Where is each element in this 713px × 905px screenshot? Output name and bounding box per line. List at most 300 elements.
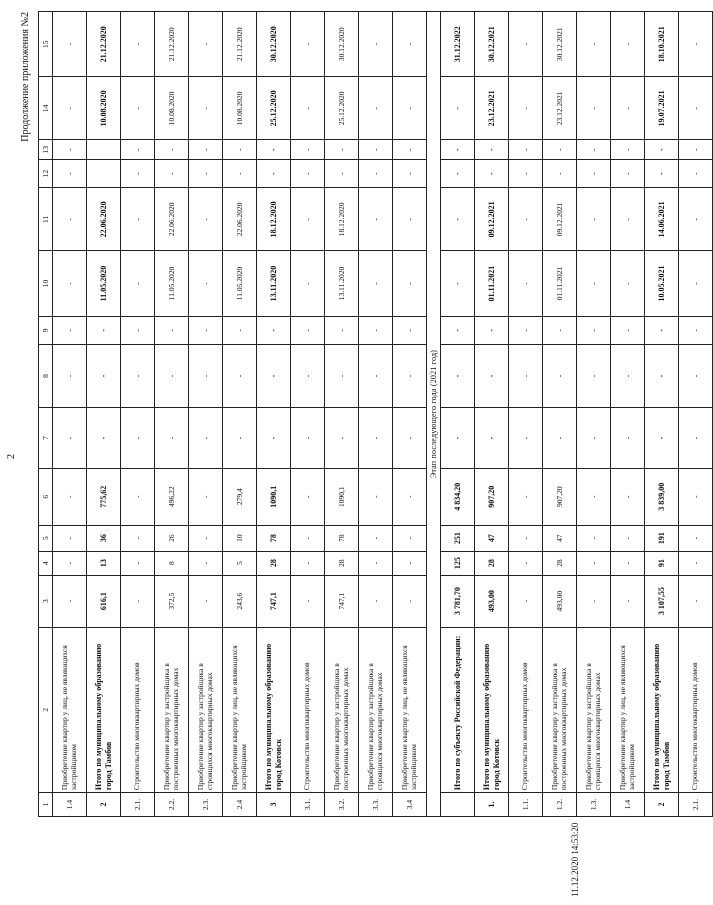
cell: 125: [441, 551, 475, 575]
cell: -: [257, 344, 291, 407]
cell: 13: [87, 551, 121, 575]
cell: 2.1.: [121, 793, 155, 817]
cell: -: [509, 551, 543, 575]
cell: 21.12.2020: [223, 12, 257, 77]
cell: -: [359, 575, 393, 627]
table-row: [509, 12, 543, 817]
cell: Приобретение квартир у лиц, не являющихся застройщиком: [53, 627, 87, 792]
cell: 616,1: [87, 575, 121, 627]
cell: -: [121, 251, 155, 316]
cell: 1.4: [53, 793, 87, 817]
cell: 2.4: [223, 793, 257, 817]
cell: -: [393, 575, 427, 627]
cell: -: [53, 12, 87, 77]
cell: -: [679, 551, 713, 575]
cell: -: [543, 408, 577, 469]
cell: -: [359, 525, 393, 551]
continuation-note: Продолжение приложения №2: [20, 12, 31, 142]
table-row: [189, 12, 223, 817]
cell: 5: [223, 551, 257, 575]
cell: -: [577, 251, 611, 316]
cell: 10.08.2020: [223, 77, 257, 140]
cell: 4: [39, 551, 53, 575]
cell: -: [393, 408, 427, 469]
cell: 26: [155, 525, 189, 551]
cell: -: [189, 316, 223, 344]
cell: 13.11.2020: [257, 251, 291, 316]
cell: -: [679, 12, 713, 77]
cell: -: [679, 77, 713, 140]
cell: -: [611, 316, 645, 344]
table-row: [155, 12, 189, 817]
cell: Строительство многоквартирных домов: [121, 627, 155, 792]
cell: 907,20: [475, 468, 509, 525]
cell: -: [679, 188, 713, 251]
cell: -: [611, 575, 645, 627]
cell: -: [393, 344, 427, 407]
cell: -: [577, 575, 611, 627]
cell: 9: [39, 316, 53, 344]
cell: 2: [645, 793, 679, 817]
cell: -: [291, 408, 325, 469]
cell: -: [189, 551, 223, 575]
cell: -: [359, 316, 393, 344]
cell: 10: [223, 525, 257, 551]
cell: 4 834,20: [441, 468, 475, 525]
cell: -: [189, 468, 223, 525]
cell: 11.05.2020: [223, 251, 257, 316]
cell: -: [291, 12, 325, 77]
cell: -: [645, 316, 679, 344]
cell: -: [611, 140, 645, 160]
cell: 13: [39, 140, 53, 160]
cell: -: [155, 316, 189, 344]
cell: 8: [155, 551, 189, 575]
cell: 36: [87, 525, 121, 551]
cell: -: [577, 12, 611, 77]
cell: -: [291, 140, 325, 160]
cell: -: [325, 344, 359, 407]
cell: -: [189, 251, 223, 316]
table-row: [291, 12, 325, 817]
cell: -: [441, 316, 475, 344]
cell: -: [121, 188, 155, 251]
cell: -: [223, 344, 257, 407]
cell: -: [679, 344, 713, 407]
cell: 10.08.2020: [87, 77, 121, 140]
cell: 30.12.2021: [543, 12, 577, 77]
cell: -: [155, 140, 189, 160]
cell: 1.: [475, 793, 509, 817]
cell: Строительство многоквартирных домов: [679, 627, 713, 792]
cell: Приобретение квартир у застройщика в строящихся многоквартирных домах: [189, 627, 223, 792]
cell: 10: [39, 251, 53, 316]
cell: -: [543, 160, 577, 188]
cell: -: [611, 525, 645, 551]
table-row: [87, 12, 121, 817]
cell: -: [257, 160, 291, 188]
cell: 09.12.2021: [543, 188, 577, 251]
cell: -: [291, 316, 325, 344]
cell: -: [189, 344, 223, 407]
cell: -: [121, 551, 155, 575]
cell: 1090,1: [325, 468, 359, 525]
cell: 2: [39, 627, 53, 792]
cell: -: [543, 344, 577, 407]
cell: -: [359, 160, 393, 188]
cell: -: [121, 77, 155, 140]
cell: 18.10.2021: [645, 12, 679, 77]
table-row: [121, 12, 155, 817]
cell: 12: [39, 160, 53, 188]
cell: [87, 140, 121, 160]
cell: -: [679, 575, 713, 627]
cell: -: [679, 140, 713, 160]
cell: -: [223, 160, 257, 188]
cell: 3.2.: [325, 793, 359, 817]
table-row: [543, 12, 577, 817]
table-row: [577, 12, 611, 817]
cell: -: [189, 188, 223, 251]
cell: 23.12.2021: [543, 77, 577, 140]
cell: 78: [325, 525, 359, 551]
cell: -: [257, 408, 291, 469]
cell: -: [679, 251, 713, 316]
cell: -: [611, 468, 645, 525]
cell: -: [359, 188, 393, 251]
cell: -: [53, 77, 87, 140]
cell: -: [679, 160, 713, 188]
cell: 11.05.2020: [155, 251, 189, 316]
cell: -: [611, 188, 645, 251]
cell: -: [359, 408, 393, 469]
cell: -: [53, 160, 87, 188]
cell: -: [53, 408, 87, 469]
cell: 22.06.2020: [155, 188, 189, 251]
cell: -: [291, 251, 325, 316]
cell: 496,22: [155, 468, 189, 525]
cell: -: [121, 12, 155, 77]
cell: 30.12.2020: [325, 12, 359, 77]
cell: Строительство многоквартирных домов: [509, 627, 543, 792]
cell: -: [475, 316, 509, 344]
cell: -: [257, 140, 291, 160]
cell: 14: [39, 77, 53, 140]
cell: Приобретение квартир у застройщика в построенных многоквартирных домах: [543, 627, 577, 792]
cell: 91: [645, 551, 679, 575]
cell: -: [577, 316, 611, 344]
cell: -: [257, 316, 291, 344]
table-row: [645, 12, 679, 817]
cell: -: [189, 575, 223, 627]
cell: -: [291, 525, 325, 551]
cell: 28: [257, 551, 291, 575]
cell: 78: [257, 525, 291, 551]
cell: -: [577, 160, 611, 188]
cell: 1.1.: [509, 793, 543, 817]
cell: -: [441, 188, 475, 251]
cell: 01.11.2021: [475, 251, 509, 316]
cell: -: [475, 344, 509, 407]
cell: -: [291, 188, 325, 251]
cell: -: [223, 316, 257, 344]
cell: 8: [39, 344, 53, 407]
cell: -: [543, 140, 577, 160]
cell: 22.06.2020: [87, 188, 121, 251]
cell: 3.4: [393, 793, 427, 817]
cell: 1.2.: [543, 793, 577, 817]
cell: 22.06.2020: [223, 188, 257, 251]
cell: -: [121, 316, 155, 344]
cell: 3 107,55: [645, 575, 679, 627]
cell: -: [53, 525, 87, 551]
cell: -: [577, 77, 611, 140]
cell: 6: [39, 468, 53, 525]
cell: Приобретение квартир у застройщика в строящихся многоквартирных домах: [577, 627, 611, 792]
cell: Приобретение квартир у застройщика в построенных многоквартирных домах: [155, 627, 189, 792]
cell: -: [577, 551, 611, 575]
cell: Итого по субъекту Российской Федерации:: [441, 627, 475, 792]
cell: -: [223, 140, 257, 160]
cell: -: [393, 188, 427, 251]
data-table: [38, 11, 713, 817]
table-row: [53, 12, 87, 817]
cell: -: [577, 344, 611, 407]
cell: -: [509, 408, 543, 469]
cell: -: [155, 344, 189, 407]
cell: -: [509, 188, 543, 251]
cell: 279,4: [223, 468, 257, 525]
cell: 2.2.: [155, 793, 189, 817]
cell: 28: [475, 551, 509, 575]
cell: -: [121, 140, 155, 160]
cell: -: [441, 251, 475, 316]
cell: 21.12.2020: [87, 12, 121, 77]
cell: -: [155, 160, 189, 188]
cell: -: [475, 160, 509, 188]
table-row: [679, 12, 713, 817]
table-row: [611, 12, 645, 817]
cell: -: [679, 408, 713, 469]
cell: -: [359, 551, 393, 575]
cell: -: [121, 344, 155, 407]
cell: -: [189, 140, 223, 160]
cell: Итого по муниципальному образованию город Котовск: [475, 627, 509, 792]
cell: -: [325, 160, 359, 188]
cell: 21.12.2020: [155, 12, 189, 77]
header-row: [39, 12, 53, 817]
cell: -: [475, 140, 509, 160]
cell: -: [645, 140, 679, 160]
cell: -: [121, 408, 155, 469]
cell: [87, 160, 121, 188]
cell: 747,1: [325, 575, 359, 627]
table-row: [441, 12, 475, 817]
cell: -: [441, 344, 475, 407]
table-row: [223, 12, 257, 817]
cell: 1: [39, 793, 53, 817]
cell: -: [393, 12, 427, 77]
cell: 09.12.2021: [475, 188, 509, 251]
cell: -: [53, 251, 87, 316]
cell: 14.06.2021: [645, 188, 679, 251]
cell: -: [121, 525, 155, 551]
cell: 10.05.2021: [645, 251, 679, 316]
cell: -: [359, 77, 393, 140]
cell: 47: [543, 525, 577, 551]
cell: 493,00: [543, 575, 577, 627]
table-row: [257, 12, 291, 817]
cell: -: [291, 551, 325, 575]
cell: -: [359, 344, 393, 407]
cell: -: [441, 408, 475, 469]
stage-row: [427, 12, 441, 817]
cell: -: [359, 251, 393, 316]
cell: Приобретение квартир у лиц, не являющихся застройщиком: [223, 627, 257, 792]
cell: -: [393, 251, 427, 316]
cell: -: [509, 251, 543, 316]
cell: -: [509, 12, 543, 77]
page-number: 2: [6, 454, 17, 459]
cell: -: [611, 408, 645, 469]
cell: -: [645, 408, 679, 469]
cell: 28: [325, 551, 359, 575]
cell: -: [393, 77, 427, 140]
cell: 30.12.2021: [475, 12, 509, 77]
cell: -: [577, 188, 611, 251]
cell: 907,20: [543, 468, 577, 525]
cell: -: [155, 408, 189, 469]
cell: -: [87, 316, 121, 344]
cell: -: [611, 160, 645, 188]
cell: Строительство многоквартирных домов: [291, 627, 325, 792]
cell: 28: [543, 551, 577, 575]
cell: -: [121, 160, 155, 188]
cell: 3: [257, 793, 291, 817]
cell: -: [645, 160, 679, 188]
table-row: [359, 12, 393, 817]
cell: Итого по муниципальному образованию город Котовск: [257, 627, 291, 792]
cell: -: [611, 344, 645, 407]
cell: Приобретение квартир у лиц, не являющихся застройщиком: [393, 627, 427, 792]
cell: 7: [39, 408, 53, 469]
cell: Приобретение квартир у лиц, не являющихся застройщиком: [611, 627, 645, 792]
cell: 1.4: [611, 793, 645, 817]
cell: -: [441, 77, 475, 140]
cell: -: [509, 525, 543, 551]
cell: 3 781,70: [441, 575, 475, 627]
cell: 18.12.2020: [325, 188, 359, 251]
cell: -: [475, 408, 509, 469]
cell: 25.12.2020: [325, 77, 359, 140]
cell: 30.12.2020: [257, 12, 291, 77]
cell: -: [393, 525, 427, 551]
cell: 23.12.2021: [475, 77, 509, 140]
cell: 372,5: [155, 575, 189, 627]
table-row: [475, 12, 509, 817]
cell: -: [291, 160, 325, 188]
cell: -: [645, 344, 679, 407]
cell: -: [121, 468, 155, 525]
cell: 47: [475, 525, 509, 551]
cell: -: [53, 316, 87, 344]
cell: -: [325, 316, 359, 344]
cell: -: [53, 575, 87, 627]
cell: 31.12.2022: [441, 12, 475, 77]
cell: 15: [39, 12, 53, 77]
cell: Приобретение квартир у застройщика в построенных многоквартирных домах: [325, 627, 359, 792]
cell: -: [393, 316, 427, 344]
cell: -: [393, 160, 427, 188]
cell: -: [325, 408, 359, 469]
cell: 5: [39, 525, 53, 551]
cell: -: [53, 188, 87, 251]
cell: -: [359, 12, 393, 77]
cell: 01.11.2021: [543, 251, 577, 316]
cell: 11.05.2020: [87, 251, 121, 316]
cell: -: [53, 344, 87, 407]
cell: -: [611, 551, 645, 575]
cell: -: [577, 468, 611, 525]
cell: -: [509, 77, 543, 140]
cell: -: [509, 316, 543, 344]
timestamp: 11.12.2020 14:53:20: [570, 822, 580, 897]
cell: 251: [441, 525, 475, 551]
cell: -: [189, 408, 223, 469]
cell: 2: [87, 793, 121, 817]
cell: -: [291, 344, 325, 407]
cell: -: [325, 140, 359, 160]
cell: -: [359, 468, 393, 525]
cell: 3.3.: [359, 793, 393, 817]
cell: -: [223, 408, 257, 469]
cell: -: [611, 251, 645, 316]
cell: -: [611, 77, 645, 140]
cell: -: [53, 551, 87, 575]
table-row: [325, 12, 359, 817]
cell: 243,6: [223, 575, 257, 627]
cell: 2.1.: [679, 793, 713, 817]
table-row: [393, 12, 427, 817]
cell: Итого по муниципальному образованию город Тамбов: [645, 627, 679, 792]
cell: -: [679, 525, 713, 551]
cell: -: [509, 344, 543, 407]
cell: 3: [39, 575, 53, 627]
cell: -: [679, 468, 713, 525]
cell: -: [611, 12, 645, 77]
cell: -: [441, 140, 475, 160]
cell: -: [393, 551, 427, 575]
cell: -: [393, 468, 427, 525]
cell: [441, 793, 475, 817]
cell: -: [87, 408, 121, 469]
cell: -: [441, 160, 475, 188]
cell: -: [679, 316, 713, 344]
cell: 747,1: [257, 575, 291, 627]
cell: 25.12.2020: [257, 77, 291, 140]
cell: 1.3.: [577, 793, 611, 817]
cell: -: [291, 575, 325, 627]
cell: 3 839,00: [645, 468, 679, 525]
cell: -: [509, 160, 543, 188]
cell: 1090,1: [257, 468, 291, 525]
cell: -: [291, 77, 325, 140]
cell: Итого по муниципальному образованию город Тамбов: [87, 627, 121, 792]
stage-label: Этап последующего года (2021 год): [427, 12, 441, 817]
cell: -: [393, 140, 427, 160]
cell: 493,00: [475, 575, 509, 627]
cell: -: [189, 77, 223, 140]
